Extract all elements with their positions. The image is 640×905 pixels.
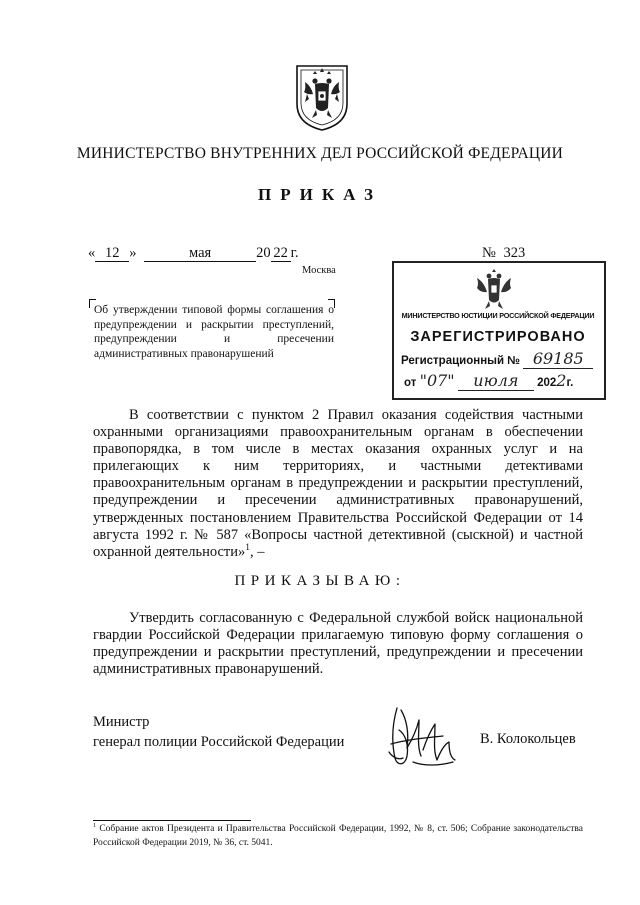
- handwritten-signature: [383, 700, 471, 772]
- order-date: [88, 245, 299, 262]
- city: Москва: [302, 265, 336, 276]
- stamp-reg-year-prefix: 202: [537, 377, 557, 389]
- signatory-name: В. Колокольцев: [480, 731, 576, 747]
- stamp-reg-label: Регистрационный №: [401, 355, 521, 367]
- stamp-eagle-icon: [474, 268, 514, 312]
- footnote-text: Собрание актов Президента и Правительства Российской Федерации, 1992, № 8, ст. 506; Собрание законодательства Российской Федерации 2019, № 36, ст. 5041.: [93, 824, 584, 848]
- stamp-reg-year-abbr: г.: [566, 377, 574, 389]
- number-value: 323: [499, 246, 565, 262]
- stamp-from-label: от: [404, 377, 417, 389]
- date-open-quote: «: [88, 245, 96, 261]
- preamble-paragraph: [93, 407, 583, 561]
- order-word: ПРИКАЗЫВАЮ:: [234, 573, 406, 589]
- stamp-registration-date: [404, 371, 573, 391]
- signatory-block: [93, 712, 344, 752]
- footnote-separator: [93, 820, 251, 821]
- date-year-prefix: 20: [256, 245, 271, 261]
- stamp-reg-day: "07": [419, 371, 455, 390]
- order-paragraph: Утвердить согласованную с Федеральной службой войск национальной гвардии Российской Федерации прилагаемую типовую форму соглашения о предупреждении и раскрытии преступлений, предупреждении и пресечении административных правонарушений.: [93, 610, 583, 678]
- date-close-quote: »: [129, 245, 137, 261]
- number-sign: №: [482, 245, 496, 261]
- stamp-registration-number: [401, 349, 593, 369]
- order-subject: Об утверждении типовой формы соглашения о предупреждении и раскрытии преступлений, предупреждении и пресечении административных правонарушений: [94, 304, 334, 360]
- signatory-position: Министр: [93, 714, 150, 730]
- order-number: [482, 245, 565, 262]
- date-year-abbr: г.: [290, 245, 299, 261]
- stamp-organization: МИНИСТЕРСТВО ЮСТИЦИИ РОССИЙСКОЙ ФЕДЕРАЦИИ: [401, 311, 595, 320]
- coat-of-arms-emblem: [293, 64, 351, 132]
- stamp-reg-year-suffix: 2: [556, 371, 567, 390]
- preamble-tail: , –: [249, 543, 265, 560]
- ministry-name: МИНИСТЕРСТВО ВНУТРЕННИХ ДЕЛ РОССИЙСКОЙ ФЕДЕРАЦИИ: [76, 145, 564, 162]
- footnote: [93, 823, 583, 850]
- stamp-status: ЗАРЕГИСТРИРОВАНО: [410, 329, 586, 345]
- date-month: мая: [144, 246, 256, 262]
- stamp-reg-month: июля: [458, 371, 534, 391]
- footnote-marker: 1: [93, 822, 97, 829]
- footnote-reference: 1: [245, 542, 250, 553]
- date-year-suffix: 22: [271, 246, 291, 262]
- document-type-title: ПРИКАЗ: [258, 185, 382, 204]
- date-day: 12: [95, 246, 129, 262]
- preamble-text: В соответствии с пунктом 2 Правил оказания содействия частными охранными организациями правоохранительным органам в обеспечении правопорядка, в том числе в местах оказания охранных услуг и на прилегающих к ним территориях, и частными детективами правоохранительным органам в предупреждении и раскрытии преступлений, предупреждении и пресечении административных правонарушений, утвержденных постановлением Правительства Российской Федерации от 14 августа 1992 г. № 587 «Вопросы частной детективной (сыскной) и частной охранной деятельности»: [93, 407, 583, 560]
- signatory-rank: генерал полиции Российской Федерации: [93, 734, 345, 750]
- stamp-reg-number: 69185: [523, 349, 593, 369]
